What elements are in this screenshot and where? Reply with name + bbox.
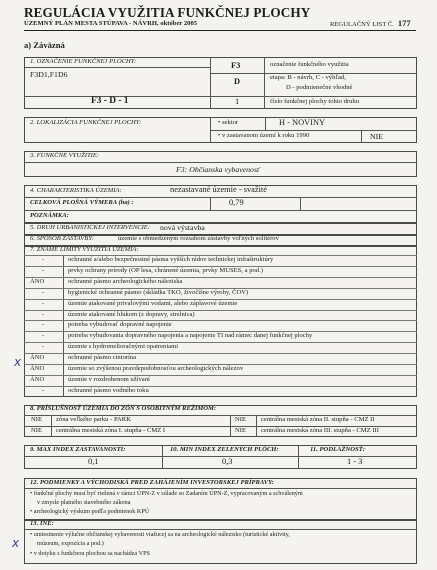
limit-text: územie v rozdrobenom užívaní [68,375,150,383]
limit-flag: ÁNO [30,375,45,383]
zone-cmz2-flag: NIE [235,416,246,423]
document-title: REGULÁCIA VYUŽITIA FUNKČNEJ PLOCHY [24,5,311,20]
limit-flag: - [42,299,45,307]
zone-cmz3-flag: NIE [235,427,246,434]
limit-flag: - [42,386,45,394]
header-rule [24,30,416,31]
section-8-label: 8. PRÍSLUŠNOSŤ ÚZEMIA DO ZÓN S OSOBITNÝM REŽIMOM: [30,405,217,412]
limit-flag: ÁNO [30,354,45,362]
section-11-label: 11. PODLAŽNOSŤ: [310,446,365,453]
built-up-label-text: v zastavanom území k roku 1990 [221,132,310,139]
min-green-index: 0,3 [222,457,233,466]
limit-flag: - [42,332,45,340]
handwritten-check-mark-2: x [12,536,20,550]
limit-text: potreba vybudovania dopravného napojenia a napojenie TI nad rámec danej funkčnej plochy [68,332,313,340]
limit-text: ochranné pásmo archeologického náleziska [68,277,183,285]
section-4-label: 4. CHARAKTERISTIKA ÚZEMIA: [30,187,122,194]
section-9-label: 9. MAX INDEX ZASTAVANOSTI: [30,446,126,453]
code-d-desc-2: D - podmienečne vhodné [286,84,353,91]
limit-text: územie atakované privalovými vodami, alebo záplavové územie [68,299,238,307]
section-5-label: 5. DRUH URBANISTICKEJ INTERVENCIE: [30,224,151,231]
zone-park: zóna veľkého parku - PARK [56,416,131,423]
zone-cmz2: centrálna mestská zóna II. stupňa - CMZ II [261,416,375,423]
limit-text: územie atakované hlukom (z dopravy, strelnica) [68,310,195,318]
handwritten-check-mark: x [14,355,22,369]
other-1-text: umiestnenie výlučne občianskej vybavenosti viažucej sa na archeologické nálezisko (turistické aktivity, [33,531,290,538]
built-up-value: NIE [370,132,383,141]
built-up-label: • v zastavanom území k roku 1990 [218,132,310,139]
note-label: POZNÁMKA: [30,212,69,219]
sheet-label: REGULAČNÝ LIST Č. [330,21,394,28]
function-codes: F3D1,F1D6 [30,70,68,79]
section-heading: a) Záväzná [24,40,65,50]
zone-park-flag: NIE [31,416,42,423]
sector-label-text: sektor [221,119,239,126]
territory-value: nezastavané územie - svažité [170,185,267,194]
other-1b: múzeum, expozícia a pod.) [37,540,104,547]
condition-1: • funkčné plochy musí byť riešená v rámci ÚPN-Z v súlade so Zadaním ÚPN-Z, vypracovaným a schváleným [30,490,303,497]
code-f3-desc: označenie funkčného využitia [270,61,349,68]
code-d: D [234,77,241,86]
development-value: územie s obmedzeným rozsahom zástavby voľných solitérov [118,235,279,242]
document-subtitle: ÚZEMNÝ PLÁN MESTA STÚPAVA - NÁVRH, október 2005 [24,20,198,27]
zone-cmz1: centrálna mestská zóna I. stupňa - CMZ I [56,427,166,434]
limit-text: hygienické ochranné pásmo (skládka TKO, živočíšne výroby, ČOV) [68,288,249,296]
limit-text: potreba vybudovať dopravné napojenie [68,321,172,329]
limit-text: ochranné pásmo vodného toku [68,386,149,394]
floors-value: 1 - 3 [347,457,363,466]
condition-2-text: archeologický výskum podľa podmienok KPÚ [33,508,150,515]
max-built-index: 0,1 [88,457,99,466]
function-use-value: F3: Občianska vybavenosť [176,165,260,174]
section-12-label: 12. PODMIENKY A VÝCHODISKÁ PRED ZAHÁJENÍM INVESTORSKEJ PRÍPRAVY: [30,479,274,486]
section-10-label: 10. MIN INDEX ZELENÝCH PLÔCH: [170,446,279,453]
section-13-label: 13. INÉ: [30,520,54,527]
function-code-main: F3 - D - 1 [91,96,129,106]
limit-flag: - [42,310,45,318]
sheet-number-value: 177 [397,18,411,28]
limit-flag: - [42,256,45,263]
limit-flag: ÁNO [30,365,45,372]
code-d-desc-1: etapa: B - návrh, C - výhľad, [270,74,346,81]
condition-1-text: funkčné plochy musí byť riešená v rámci ÚPN-Z v súlade so Zadaním ÚPN-Z, vypracovaným a schváleným [33,490,303,497]
zone-cmz3: centrálna mestská zóna III. stupňa - CMZ III [261,427,379,434]
code-one: 1 [235,97,240,106]
limit-flag: - [42,321,45,329]
limit-flag: - [42,343,45,351]
other-1: • umiestnenie výlučne občianskej vybavenosti viažucej sa na archeologické nálezisko (turistické aktivity, [30,531,290,538]
limit-text: územie so zvýšenou pravdepodobnosťou archeologických nálezov [68,365,244,372]
intervention-value: nová výstavba [160,223,205,232]
limit-flag: ÁNO [30,277,45,285]
section-2-label: 2. LOKALIZÁCIA FUNKČNEJ PLOCHY: [30,119,142,126]
area-label: CELKOVÁ PLOŠNÁ VÝMERA (ha) : [30,199,134,206]
limit-flag: - [42,288,45,296]
section-6-label: 6. SPÔSOB ZÁSTAVBY: [30,235,94,242]
zone-cmz1-flag: NIE [31,427,42,434]
limit-text: ochranné pásmo cintorína [68,354,137,362]
code-f3: F3 [231,61,241,70]
area-value: 0,79 [229,198,244,207]
section-1-label: 1. OZNAČENIE FUNKČNEJ PLOCHY: [30,58,137,65]
sector-label: • sektor [218,119,239,126]
other-2: • v dotyku s funkčnou plochou sa nachádza VPS [30,550,150,557]
sheet-number [330,18,411,28]
condition-1b: v zmysle platného stavebného zákona [37,499,131,506]
limit-text: prvky ochrany prírody (OP lesa, chránené územia, prvky MUSES, a pod.) [68,266,263,274]
condition-2: • archeologický výskum podľa podmienok KPÚ [30,508,150,515]
limit-flag: - [42,266,45,274]
section-3-label: 3. FUNKČNÉ VYUŽITIE: [30,152,100,159]
code-one-desc: číslo funkčnej plochy tohto druhu [270,98,359,105]
limit-text: územie s hydromelioračnými opatreniami [68,343,179,351]
section-7-label: 7. ZNÁME LIMITY VYUŽITIA ÚZEMIA: [30,246,139,253]
other-2-text: v dotyku s funkčnou plochou sa nachádza VPS [33,550,150,557]
sector-value: H - NOVINY [279,118,326,127]
limit-text: ochranné a/alebo bezpečnostné pásma vyšších rádov technickej infraštruktúry [68,256,274,263]
